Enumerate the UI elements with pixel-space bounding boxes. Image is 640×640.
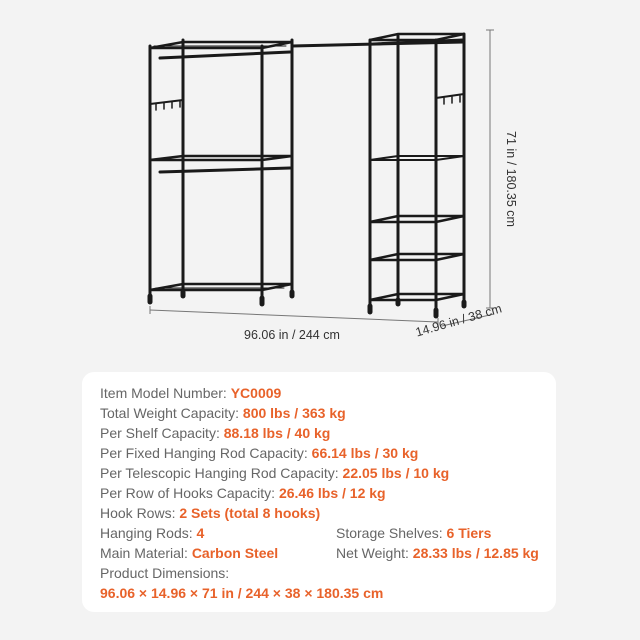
spec-product-dimensions-value: 96.06 × 14.96 × 71 in / 244 × 38 × 180.35 cm (100, 585, 384, 601)
spec-product-dimensions-label: Product Dimensions: (100, 565, 230, 581)
height-dimension-label: 71 in / 180.35 cm (504, 131, 518, 227)
spec-model-number: Item Model Number: YC0009 (100, 385, 282, 401)
spec-fixed-rod-capacity: Per Fixed Hanging Rod Capacity: 66.14 lbs / 30 kg (100, 445, 419, 461)
spec-hook-rows: Hook Rows: 2 Sets (total 8 hooks) (100, 505, 321, 521)
spec-main-material: Main Material: Carbon Steel (100, 545, 279, 561)
spec-storage-shelves: Storage Shelves: 6 Tiers (336, 525, 492, 541)
dimension-lines (150, 30, 494, 326)
spec-total-weight-capacity: Total Weight Capacity: 800 lbs / 363 kg (100, 405, 346, 421)
spec-hanging-rods: Hanging Rods: 4 (100, 525, 205, 541)
depth-dimension-label: 14.96 in / 38 cm (414, 301, 504, 340)
specifications-card (82, 372, 556, 612)
spec-net-weight: Net Weight: 28.33 lbs / 12.85 kg (336, 545, 539, 561)
spec-telescopic-rod-capacity: Per Telescopic Hanging Rod Capacity: 22.05 lbs / 10 kg (100, 465, 450, 481)
spec-hooks-capacity: Per Row of Hooks Capacity: 26.46 lbs / 12 kg (100, 485, 386, 501)
width-dimension-label: 96.06 in / 244 cm (244, 328, 340, 342)
spec-per-shelf-capacity: Per Shelf Capacity: 88.18 lbs / 40 kg (100, 425, 331, 441)
